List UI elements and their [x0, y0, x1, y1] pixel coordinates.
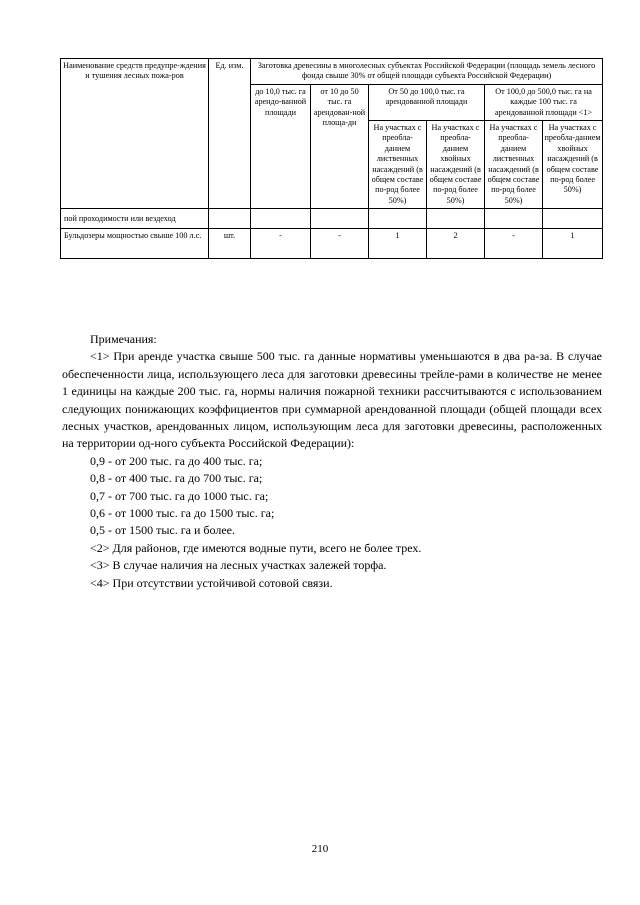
table-row [61, 209, 603, 229]
row-unit-cell [209, 209, 251, 229]
notes-section [62, 331, 602, 592]
row-value-cell: 1 [369, 229, 427, 259]
note-4: <4> При отсутствии устойчивой сотовой связи. [90, 575, 333, 590]
table-row [61, 229, 603, 259]
row-value-cell [427, 209, 485, 229]
norms-table [60, 58, 603, 259]
header-sub-2: от 10 до 50 тыс. га арендован-ной площа-ди [311, 84, 369, 208]
row-name-cell: Бульдозеры мощностью свыше 100 л.с. [61, 229, 209, 259]
note-2: <2> Для районов, где имеются водные пути, всего не более трех. [90, 540, 422, 555]
row-value-cell [485, 209, 543, 229]
row-value-cell: - [485, 229, 543, 259]
header-sub-3: От 50 до 100,0 тыс. га арендованной площади [369, 84, 485, 120]
row-value-cell: 1 [543, 229, 603, 259]
header-sub-4: От 100,0 до 500,0 тыс. га на каждые 100 тыс. га арендованной площади <1> [485, 84, 603, 120]
row-unit-cell: шт. [209, 229, 251, 259]
row-value-cell [369, 209, 427, 229]
row-value-cell: 2 [427, 229, 485, 259]
coefficient-item: 0,5 - от 1500 тыс. га и более. [90, 523, 235, 538]
row-value-cell [251, 209, 311, 229]
coefficient-item: 0,8 - от 400 тыс. га до 700 тыс. га; [90, 471, 263, 486]
note-1: <1> При аренде участка свыше 500 тыс. га данные нормативы уменьшаются в два ра-за. В случае обеспеченности лица, использующего леса для заготовки древесины трейле-рами в количестве не менее 1 единицы на каждые 200 тыс. га, нормы наличия пожарной техники рассчитываются с использованием следующих понижающих коэффициентов при суммарной арендованной площади (общей площади всех лесных участков, арендованных лицом, использующим леса для заготовки древесины, расположенных на территории од-ного субъекта Российской Федерации): [62, 349, 602, 451]
row-value-cell [543, 209, 603, 229]
header-main-cell: Заготовка древесины в многолесных субъектах Российской Федерации (площадь земель лесного фонда свыше 30% от общей площади субъекта Российской Федерации) [251, 59, 603, 85]
coefficient-item: 0,7 - от 700 тыс. га до 1000 тыс. га; [90, 488, 269, 503]
coefficient-list [62, 453, 602, 540]
note-3: <3> В случае наличия на лесных участках залежей торфа. [90, 558, 387, 573]
header-unit-cell: Ед. изм. [209, 59, 251, 209]
header-sub-1: до 10,0 тыс. га арендо-ванной площади [251, 84, 311, 208]
row-value-cell [311, 209, 369, 229]
notes-title: Примечания: [90, 332, 157, 346]
header-leaf-deciduous-2: На участках с преобла-данием лиственных насаждений (в общем составе по-род более 50%) [485, 121, 543, 209]
coefficient-item: 0,9 - от 200 тыс. га до 400 тыс. га; [90, 453, 263, 468]
header-leaf-deciduous-1: На участках с преобла-данием лиственных насаждений (в общем составе по-род более 50%) [369, 121, 427, 209]
row-value-cell: - [311, 229, 369, 259]
header-name-cell: Наименование средств предупре-ждения и тушения лесных пожа-ров [61, 59, 209, 209]
header-leaf-conifer-1: На участках с преобла-данием хвойных насаждений (в общем составе по-род более 50%) [427, 121, 485, 209]
coefficient-item: 0,6 - от 1000 тыс. га до 1500 тыс. га; [90, 506, 275, 521]
page-number: 210 [311, 843, 329, 855]
row-value-cell: - [251, 229, 311, 259]
header-leaf-conifer-2: На участках с преобла-данием хвойных насаждений (в общем составе по-род более 50%) [543, 121, 603, 209]
row-name-cell: пой проходимости или вездеход [61, 209, 209, 229]
